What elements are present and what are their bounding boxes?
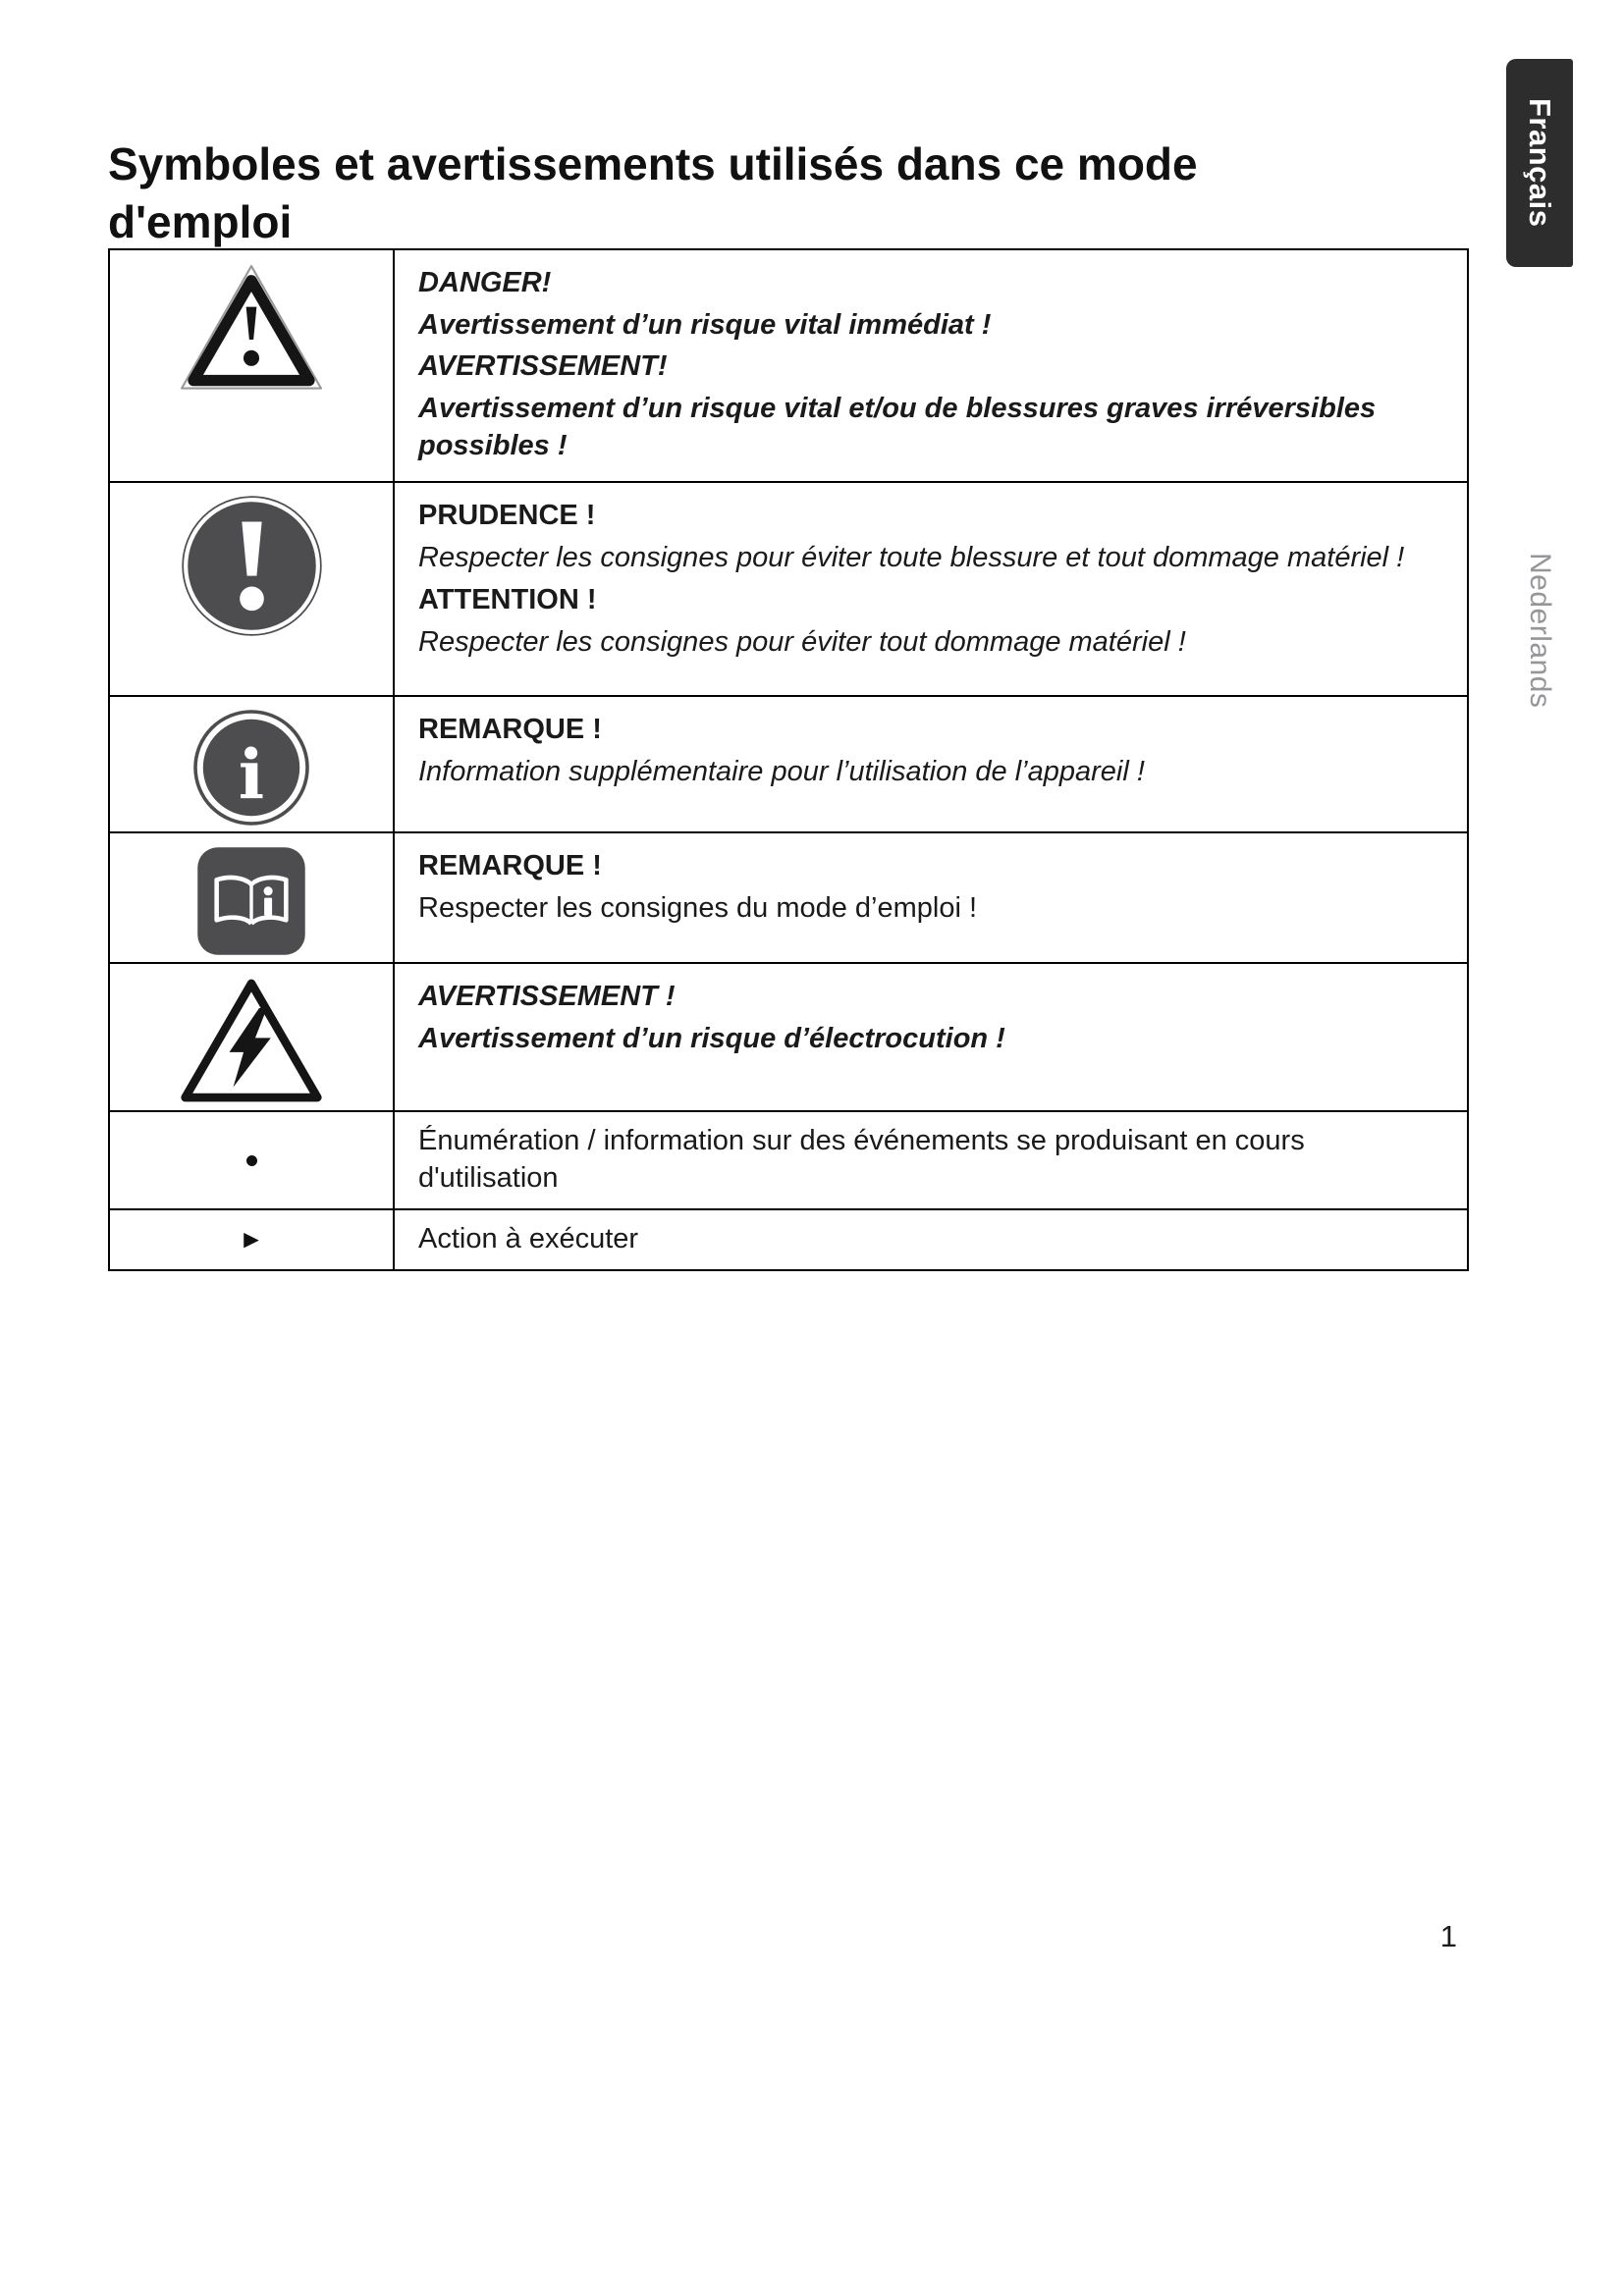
enumeration-text-cell: [394, 1111, 1468, 1208]
prudence-heading: PRUDENCE !: [418, 500, 596, 532]
symbols-table: [108, 248, 1469, 1271]
language-tab-label: Français: [1523, 98, 1557, 228]
enumeration-description: Énumération / information sur des événements se produisant en cours d'utilisation: [418, 1125, 1305, 1195]
remarque-manual-text-cell: [394, 832, 1468, 963]
electrocution-description: Avertissement d’un risque d’électrocution !: [418, 1023, 1005, 1055]
row-danger: [109, 249, 1468, 482]
page-number: 1: [1439, 1919, 1457, 1953]
row-action: [109, 1209, 1468, 1270]
prudence-description: Respecter les consignes pour éviter toute blessure et tout dommage matériel !: [418, 542, 1405, 574]
remarque-info-icon-cell: [109, 696, 394, 832]
avertissement-heading: AVERTISSEMENT!: [418, 350, 668, 383]
remarque-manual-heading: REMARQUE !: [418, 850, 602, 882]
attention-heading: ATTENTION !: [418, 583, 597, 615]
electrocution-text-cell: [394, 963, 1468, 1111]
prudence-text-cell: [394, 482, 1468, 696]
language-tab-francais: [1506, 59, 1573, 267]
language-tab-nederlands: [1506, 553, 1573, 708]
danger-heading: DANGER!: [418, 267, 552, 298]
row-remarque-info: [109, 696, 1468, 832]
svg-text:i: i: [238, 735, 265, 816]
remarque-heading: REMARQUE !: [418, 714, 602, 746]
language-tab-label-inactive: Nederlands: [1524, 553, 1556, 709]
prudence-icon-cell: [109, 482, 394, 696]
danger-description: Avertissement d’un risque vital immédiat !: [418, 308, 992, 341]
action-description: Action à exécuter: [418, 1222, 639, 1255]
avertissement-description: Avertissement d’un risque vital et/ou de blessures graves irréversibles possibles !: [418, 393, 1377, 461]
manual-book-icon: [195, 845, 307, 957]
warning-triangle-icon: [178, 262, 325, 394]
row-enumeration: [109, 1111, 1468, 1208]
enumeration-icon-cell: [109, 1111, 394, 1208]
row-electrocution: [109, 963, 1468, 1111]
action-arrow-icon: ►: [239, 1224, 264, 1255]
remarque-manual-icon-cell: [109, 832, 394, 963]
danger-icon-cell: [109, 249, 394, 482]
danger-text-cell: [394, 249, 1468, 482]
page-title: Symboles et avertissements utilisés dans ce mode d'emploi: [108, 138, 1198, 247]
electric-warning-triangle-icon: [179, 976, 324, 1105]
remarque-info-text-cell: [394, 696, 1468, 832]
attention-description: Respecter les consignes pour éviter tout dommage matériel !: [418, 625, 1186, 658]
bullet-icon: [246, 1155, 257, 1166]
info-circle-icon: [192, 709, 310, 827]
action-text-cell: [394, 1209, 1468, 1270]
remarque-manual-description: Respecter les consignes du mode d’emploi !: [418, 892, 978, 925]
remarque-description: Information supplémentaire pour l’utilisation de l’appareil !: [418, 756, 1145, 788]
exclamation-circle-icon: [181, 495, 323, 637]
action-icon-cell: [109, 1209, 394, 1270]
electrocution-heading: AVERTISSEMENT !: [418, 981, 676, 1013]
row-prudence: [109, 482, 1468, 696]
electrocution-icon-cell: [109, 963, 394, 1111]
row-remarque-manual: [109, 832, 1468, 963]
